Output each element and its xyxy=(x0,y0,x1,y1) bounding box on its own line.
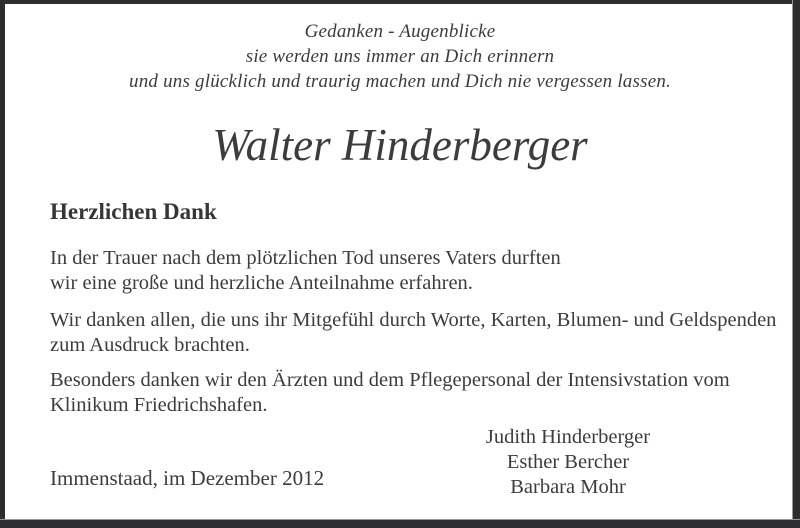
mourner-name: Judith Hinderberger xyxy=(485,426,651,448)
mourners-list xyxy=(448,425,688,500)
paragraph-line: zum Ausdruck brachten. xyxy=(50,334,250,356)
paragraph-line: In der Trauer nach dem plötzlichen Tod unseres Vaters durften xyxy=(50,247,561,269)
epigraph-line: Gedanken - Augenblicke xyxy=(304,21,496,42)
paragraph-thanks-clinic xyxy=(50,368,795,418)
epigraph xyxy=(0,19,800,94)
paragraph-thanks-all xyxy=(50,308,795,358)
epigraph-line: und uns glücklich und traurig machen und Dich nie vergessen lassen. xyxy=(129,71,671,92)
paragraph-line: Besonders danken wir den Ärzten und dem Pflegepersonal der Intensivstation vom xyxy=(50,369,730,391)
thanks-heading: Herzlichen Dank xyxy=(50,199,217,224)
deceased-name: Walter Hinderberger xyxy=(212,120,588,170)
epigraph-line: sie werden uns immer an Dich erinnern xyxy=(245,46,555,67)
place-date-line: Immenstaad, im Dezember 2012 xyxy=(50,466,325,490)
paragraph-line: Wir danken allen, die uns ihr Mitgefühl durch Worte, Karten, Blumen- und Geldspenden xyxy=(50,309,777,331)
mourner-name: Barbara Mohr xyxy=(510,476,626,498)
frame-border-top xyxy=(0,0,800,4)
frame-border-bottom xyxy=(0,519,800,528)
paragraph-line: Klinikum Friedrichshafen. xyxy=(50,394,268,416)
paragraph-condolence xyxy=(50,246,795,296)
paragraph-line: wir eine große und herzliche Anteilnahme erfahren. xyxy=(50,272,473,294)
mourner-name: Esther Bercher xyxy=(506,451,630,473)
